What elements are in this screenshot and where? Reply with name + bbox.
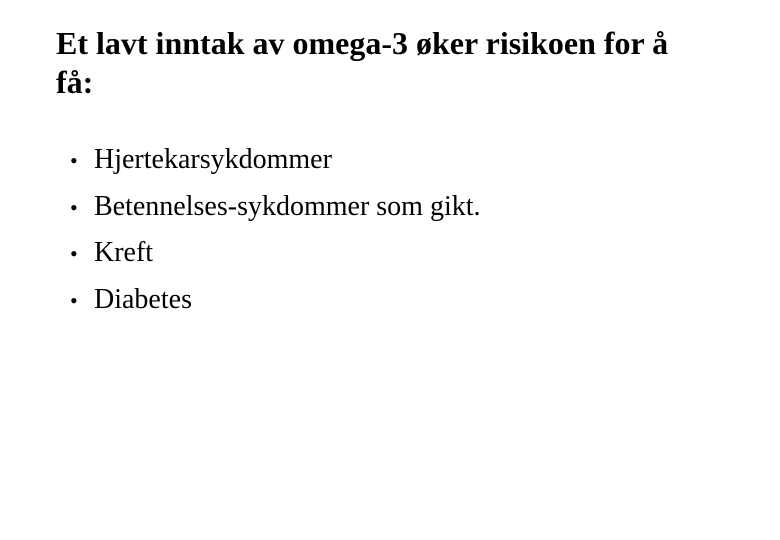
list-item-text: Betennelses-sykdommer som gikt. — [94, 190, 481, 222]
slide-title: Et lavt inntak av omega-3 øker risikoen for å få: — [56, 25, 669, 100]
bullet-icon: • — [70, 148, 78, 173]
list-item — [70, 230, 481, 277]
list-item-text: Diabetes — [94, 283, 192, 315]
bullet-icon: • — [70, 194, 78, 220]
bullet-icon: • — [70, 287, 78, 313]
bullet-list — [70, 137, 481, 323]
list-item-text: Hjertekarsykdommer — [94, 144, 332, 175]
list-item-text: Kreft — [94, 237, 154, 268]
list-item — [70, 184, 481, 231]
list-item — [70, 277, 481, 324]
list-item — [70, 137, 481, 184]
bullet-icon: • — [70, 241, 78, 266]
